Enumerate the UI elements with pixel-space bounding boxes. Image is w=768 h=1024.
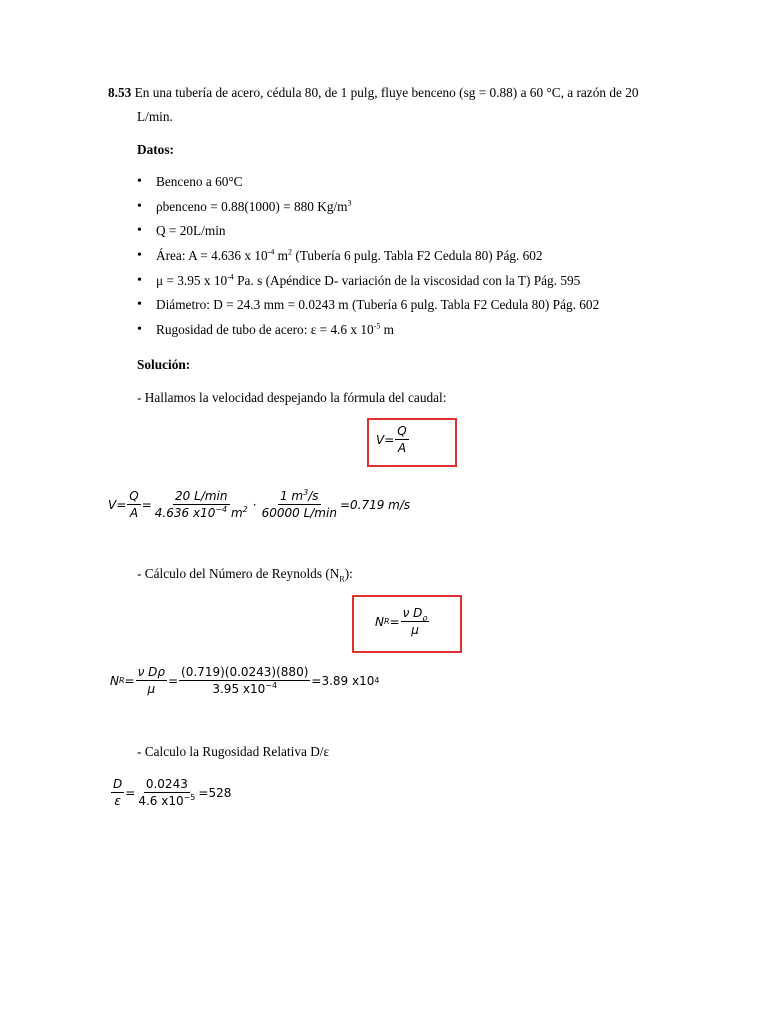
datos-heading: Datos: [137, 142, 174, 157]
step-reynolds-text: - Cálculo del Número de Reynolds $(N_R)$: [137, 566, 353, 584]
datos-item: • Área: A = 4.636 x $10^{-4}$ $m^2$ (Tubería 6 pulg. Tabla F2 Cedula 80) Pág. 602 [137, 244, 599, 269]
formula-reynolds-calculation: N R = $\frac{\text{ν Dρ}}{\mu}$ = $\frac{(0.719)(0.0243)(880)}{3.95 x10^{-4}}$ = 3.89 x10 4 [110, 665, 380, 696]
problem-number: 8.53 [108, 85, 132, 100]
datos-item: • Diámetro: D = 24.3 mm = 0.0243 m (Tubería 6 pulg. Tabla F2 Cedula 80) Pág. 602 [137, 293, 599, 318]
formula-roughness-calculation: $\frac{D}{\varepsilon}$ = $\frac{0.0243}{4.6 x10^{-5}}$ = 528 [113, 777, 232, 808]
problem-text-line1: En una tubería de acero, cédula 80, de 1 pulg, fluye benceno (sg = 0.88) a 60 °C, a razón de 20 [134, 85, 639, 100]
formula-velocity-definition: V = $\frac{Q}{A}$ [376, 424, 407, 455]
datos-item: • Q = 20L/min [137, 219, 599, 244]
step-roughness-text: - Calculo la Rugosidad Relativa D/ε [137, 744, 330, 759]
datos-item: • μ = 3.95 x $10^{-4}$ Pa. s (Apéndice D- variación de la viscosidad con la T) Pág. 595 [137, 269, 599, 294]
problem-text-line2: L/min. [137, 109, 173, 124]
datos-item: • ρbenceno = 0.88(1000) = 880 $Kg/m^3$ [137, 195, 599, 220]
step-velocity-text: - Hallamos la velocidad despejando la fórmula del caudal: [137, 390, 447, 405]
formula-reynolds-definition: N R = $\frac{\nu D_\rho}{\mu}$ [375, 606, 428, 637]
problem-statement [108, 85, 639, 101]
formula-velocity-calculation: V = $\frac{Q}{A}$ = $\frac{20 L/\min}{4.636 x10^{-4} m^2}$ · $\frac{1 m^3/s}{60000 L/\min}$ = 0.719 m/s [108, 488, 411, 520]
solucion-heading: Solución: [137, 357, 191, 372]
datos-item: • Benceno a 60°C [137, 170, 599, 195]
datos-list [137, 170, 599, 343]
datos-item: • Rugosidad de tubo de acero: ε = 4.6 x $10^{-5}$ m [137, 318, 599, 343]
